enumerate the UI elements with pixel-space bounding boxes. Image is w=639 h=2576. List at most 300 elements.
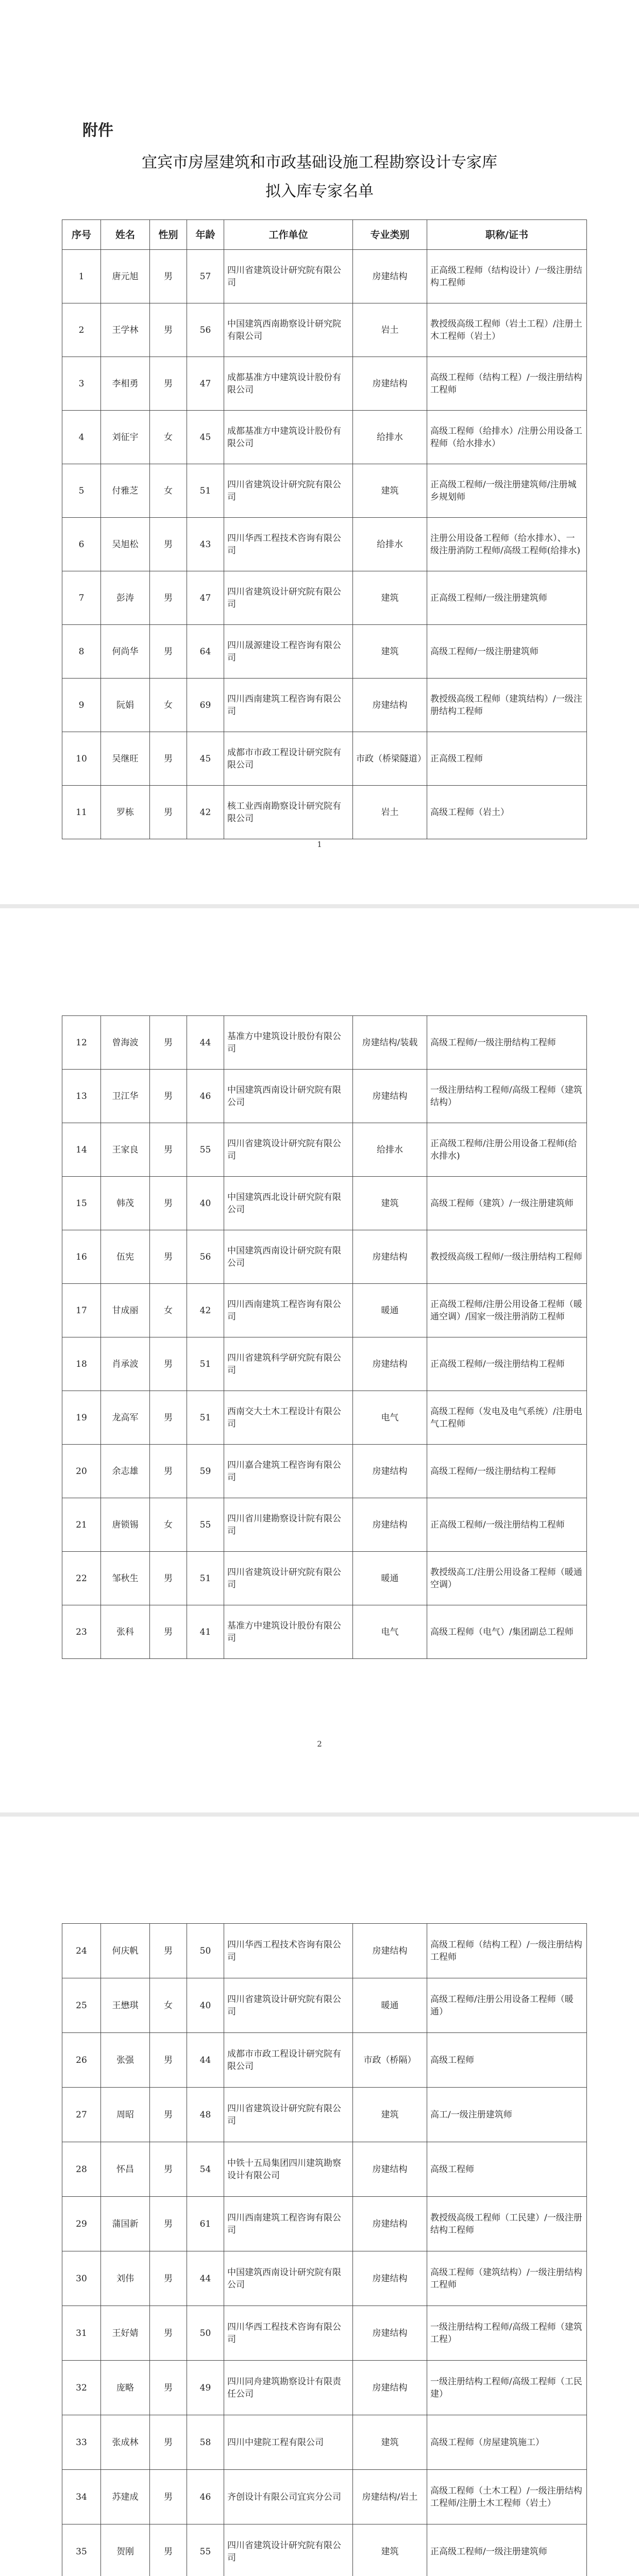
table-row <box>62 2524 587 2576</box>
cell-name: 罗栋 <box>101 786 150 839</box>
cell-index: 1 <box>62 250 101 303</box>
header-title-certificate: 职称/证书 <box>427 220 587 250</box>
cell-gender: 男 <box>150 625 187 679</box>
table-row <box>62 250 587 303</box>
expert-table-page-3 <box>62 1923 587 2576</box>
cell-index: 33 <box>62 2415 101 2470</box>
cell-age: 50 <box>187 2306 224 2361</box>
cell-age: 40 <box>187 1978 224 2033</box>
cell-employer: 中铁十五局集团四川建筑勘察设计有限公司 <box>224 2142 353 2197</box>
cell-title-certificate: 教授级高工/注册公用设备工程师（暖通空调） <box>427 1552 587 1605</box>
document-title: 宜宾市房屋建筑和市政基础设施工程勘察设计专家库 <box>142 154 497 172</box>
cell-name: 张科 <box>101 1605 150 1659</box>
cell-employer: 四川晟源建设工程咨询有限公司 <box>224 625 353 679</box>
cell-name: 唐元旭 <box>101 250 150 303</box>
table-row <box>62 1337 587 1391</box>
cell-employer: 四川嘉合建筑工程咨询有限公司 <box>224 1445 353 1498</box>
table-row <box>62 518 587 571</box>
table-body <box>62 250 587 839</box>
cell-gender: 女 <box>150 464 187 518</box>
cell-index: 34 <box>62 2470 101 2524</box>
page-2 <box>0 908 639 1812</box>
cell-index: 15 <box>62 1177 101 1230</box>
cell-index: 7 <box>62 571 101 625</box>
header-specialty: 专业类别 <box>353 220 427 250</box>
cell-specialty: 给排水 <box>353 411 427 464</box>
cell-gender: 男 <box>150 1123 187 1177</box>
table-row <box>62 1978 587 2033</box>
cell-employer: 成都市市政工程设计研究院有限公司 <box>224 732 353 786</box>
table-row <box>62 464 587 518</box>
cell-title-certificate: 高级工程师（房屋建筑施工） <box>427 2415 587 2470</box>
cell-title-certificate: 正高级工程师（结构设计）/一级注册结构工程师 <box>427 250 587 303</box>
cell-title-certificate: 高级工程师（土木工程）/一级注册结构工程师/注册土木工程师（岩土） <box>427 2470 587 2524</box>
cell-gender: 男 <box>150 1177 187 1230</box>
cell-specialty: 房建结构 <box>353 1070 427 1123</box>
cell-employer: 四川省建筑设计研究院有限公司 <box>224 1123 353 1177</box>
cell-employer: 成都基准方中建筑设计股份有限公司 <box>224 411 353 464</box>
table-row <box>62 2415 587 2470</box>
cell-title-certificate: 教授级高级工程师（工民建）/一级注册结构工程师 <box>427 2197 587 2251</box>
cell-age: 43 <box>187 518 224 571</box>
cell-specialty: 房建结构 <box>353 357 427 411</box>
cell-gender: 男 <box>150 518 187 571</box>
cell-age: 42 <box>187 786 224 839</box>
cell-age: 50 <box>187 1924 224 1978</box>
table-row <box>62 1016 587 1070</box>
cell-title-certificate: 正高级工程师/注册公用设备工程师（暖通空调）/国家一级注册消防工程师 <box>427 1284 587 1337</box>
table-row <box>62 1230 587 1284</box>
attachment-label: 附件 <box>82 122 113 140</box>
table-row <box>62 1391 587 1445</box>
table-body <box>62 1016 587 1659</box>
cell-employer: 四川省建筑科学研究院有限公司 <box>224 1337 353 1391</box>
cell-name: 王懋琪 <box>101 1978 150 2033</box>
cell-employer: 中国建筑西南设计研究院有限公司 <box>224 2251 353 2306</box>
cell-index: 2 <box>62 303 101 357</box>
cell-gender: 男 <box>150 1605 187 1659</box>
cell-age: 48 <box>187 2088 224 2142</box>
cell-index: 13 <box>62 1070 101 1123</box>
cell-specialty: 电气 <box>353 1605 427 1659</box>
cell-name: 张强 <box>101 2033 150 2088</box>
cell-specialty: 房建结构 <box>353 2306 427 2361</box>
cell-title-certificate: 正高级工程师 <box>427 732 587 786</box>
cell-age: 45 <box>187 732 224 786</box>
table-header-row <box>62 220 587 250</box>
cell-specialty: 房建结构 <box>353 679 427 732</box>
cell-employer: 中国建筑西北设计研究院有限公司 <box>224 1177 353 1230</box>
cell-age: 54 <box>187 2142 224 2197</box>
cell-title-certificate: 高级工程师 <box>427 2033 587 2088</box>
cell-title-certificate: 教授级高级工程师/一级注册结构工程师 <box>427 1230 587 1284</box>
table-row <box>62 1177 587 1230</box>
cell-employer: 四川华西工程技术咨询有限公司 <box>224 1924 353 1978</box>
cell-name: 吴继旺 <box>101 732 150 786</box>
cell-title-certificate: 高级工程师（结构工程）/一级注册结构工程师 <box>427 1924 587 1978</box>
cell-gender: 女 <box>150 1284 187 1337</box>
cell-name: 唐锁锡 <box>101 1498 150 1552</box>
cell-age: 46 <box>187 2470 224 2524</box>
header-employer: 工作单位 <box>224 220 353 250</box>
table-row <box>62 2306 587 2361</box>
cell-employer: 基准方中建筑设计股份有限公司 <box>224 1016 353 1070</box>
table-row <box>62 303 587 357</box>
cell-specialty: 房建结构 <box>353 250 427 303</box>
cell-specialty: 暖通 <box>353 1978 427 2033</box>
cell-gender: 女 <box>150 1498 187 1552</box>
cell-age: 49 <box>187 2361 224 2415</box>
cell-age: 61 <box>187 2197 224 2251</box>
cell-age: 44 <box>187 2251 224 2306</box>
cell-employer: 四川省建筑设计研究院有限公司 <box>224 1552 353 1605</box>
cell-index: 30 <box>62 2251 101 2306</box>
cell-employer: 中国建筑西南设计研究院有限公司 <box>224 1230 353 1284</box>
cell-employer: 齐创设计有限公司宜宾分公司 <box>224 2470 353 2524</box>
cell-index: 12 <box>62 1016 101 1070</box>
cell-name: 肖承波 <box>101 1337 150 1391</box>
cell-gender: 男 <box>150 2524 187 2576</box>
expert-table-page-2 <box>62 1015 587 1659</box>
cell-employer: 四川省建筑设计研究院有限公司 <box>224 464 353 518</box>
cell-title-certificate: 正高级工程师/一级注册建筑师 <box>427 2524 587 2576</box>
cell-specialty: 房建结构 <box>353 1230 427 1284</box>
cell-gender: 男 <box>150 786 187 839</box>
cell-gender: 男 <box>150 1337 187 1391</box>
table-row <box>62 1070 587 1123</box>
cell-title-certificate: 注册公用设备工程师（给水排水）、一级注册消防工程师/高级工程师(给排水) <box>427 518 587 571</box>
cell-name: 蒲国新 <box>101 2197 150 2251</box>
cell-title-certificate: 高级工程师（岩土） <box>427 786 587 839</box>
cell-index: 20 <box>62 1445 101 1498</box>
table-row <box>62 1498 587 1552</box>
cell-name: 王家良 <box>101 1123 150 1177</box>
table-row <box>62 571 587 625</box>
cell-gender: 男 <box>150 1070 187 1123</box>
cell-specialty: 房建结构 <box>353 1924 427 1978</box>
cell-index: 24 <box>62 1924 101 1978</box>
cell-age: 55 <box>187 1123 224 1177</box>
cell-title-certificate: 正高级工程师/一级注册建筑师/注册城乡规划师 <box>427 464 587 518</box>
cell-employer: 四川省建筑设计研究院有限公司 <box>224 571 353 625</box>
cell-title-certificate: 高级工程师（电气）/集团副总工程师 <box>427 1605 587 1659</box>
cell-employer: 核工业西南勘察设计研究院有限公司 <box>224 786 353 839</box>
cell-name: 阮娟 <box>101 679 150 732</box>
cell-age: 58 <box>187 2415 224 2470</box>
cell-gender: 男 <box>150 1552 187 1605</box>
cell-index: 10 <box>62 732 101 786</box>
cell-specialty: 市政（桥梁隧道） <box>353 732 427 786</box>
cell-gender: 男 <box>150 2470 187 2524</box>
cell-name: 王好婧 <box>101 2306 150 2361</box>
cell-index: 9 <box>62 679 101 732</box>
cell-specialty: 房建结构 <box>353 2142 427 2197</box>
cell-index: 17 <box>62 1284 101 1337</box>
cell-title-certificate: 教授级高级工程师（岩土工程）/注册土木工程师（岩土） <box>427 303 587 357</box>
cell-name: 吴旭松 <box>101 518 150 571</box>
cell-age: 56 <box>187 1230 224 1284</box>
cell-title-certificate: 高工/一级注册建筑师 <box>427 2088 587 2142</box>
cell-name: 付雅芝 <box>101 464 150 518</box>
cell-gender: 男 <box>150 1016 187 1070</box>
cell-index: 4 <box>62 411 101 464</box>
cell-specialty: 岩土 <box>353 786 427 839</box>
table-row <box>62 1284 587 1337</box>
cell-name: 何尚华 <box>101 625 150 679</box>
cell-employer: 西南交大土木工程设计有限公司 <box>224 1391 353 1445</box>
cell-name: 张成林 <box>101 2415 150 2470</box>
cell-index: 3 <box>62 357 101 411</box>
cell-employer: 四川省建筑设计研究院有限公司 <box>224 250 353 303</box>
cell-index: 14 <box>62 1123 101 1177</box>
cell-specialty: 建筑 <box>353 2415 427 2470</box>
cell-name: 龙高军 <box>101 1391 150 1445</box>
cell-gender: 男 <box>150 2033 187 2088</box>
cell-gender: 男 <box>150 1924 187 1978</box>
cell-title-certificate: 一级注册结构工程师/高级工程师（工民建） <box>427 2361 587 2415</box>
cell-index: 22 <box>62 1552 101 1605</box>
cell-name: 贺刚 <box>101 2524 150 2576</box>
cell-gender: 女 <box>150 679 187 732</box>
table-row <box>62 1605 587 1659</box>
cell-specialty: 房建结构/岩土 <box>353 2470 427 2524</box>
table-row <box>62 1924 587 1978</box>
cell-employer: 成都市市政工程设计研究院有限公司 <box>224 2033 353 2088</box>
cell-title-certificate: 高级工程师/一级注册建筑师 <box>427 625 587 679</box>
table-row <box>62 2033 587 2088</box>
cell-name: 怀昌 <box>101 2142 150 2197</box>
cell-employer: 成都基准方中建筑设计股份有限公司 <box>224 357 353 411</box>
cell-index: 16 <box>62 1230 101 1284</box>
cell-name: 韩茂 <box>101 1177 150 1230</box>
cell-age: 51 <box>187 1552 224 1605</box>
cell-name: 李相勇 <box>101 357 150 411</box>
cell-specialty: 市政（桥隔） <box>353 2033 427 2088</box>
cell-name: 伍宪 <box>101 1230 150 1284</box>
cell-employer: 中国建筑西南勘察设计研究院有限公司 <box>224 303 353 357</box>
cell-employer: 四川西南建筑工程咨询有限公司 <box>224 679 353 732</box>
cell-specialty: 暖通 <box>353 1552 427 1605</box>
table-row <box>62 2470 587 2524</box>
cell-name: 苏建成 <box>101 2470 150 2524</box>
cell-employer: 四川省建筑设计研究院有限公司 <box>224 2088 353 2142</box>
cell-employer: 四川省建筑设计研究院有限公司 <box>224 1978 353 2033</box>
cell-index: 18 <box>62 1337 101 1391</box>
cell-index: 23 <box>62 1605 101 1659</box>
cell-age: 40 <box>187 1177 224 1230</box>
cell-gender: 男 <box>150 2415 187 2470</box>
cell-gender: 男 <box>150 2088 187 2142</box>
cell-title-certificate: 高级工程师/一级注册结构工程师 <box>427 1016 587 1070</box>
cell-name: 刘征宇 <box>101 411 150 464</box>
table-row <box>62 679 587 732</box>
cell-age: 55 <box>187 1498 224 1552</box>
cell-title-certificate: 教授级高级工程师（建筑结构）/一级注册结构工程师 <box>427 679 587 732</box>
cell-employer: 中国建筑西南设计研究院有限公司 <box>224 1070 353 1123</box>
cell-index: 26 <box>62 2033 101 2088</box>
cell-name: 邹秋生 <box>101 1552 150 1605</box>
cell-name: 周昭 <box>101 2088 150 2142</box>
cell-title-certificate: 正高级工程师/一级注册建筑师 <box>427 571 587 625</box>
cell-specialty: 给排水 <box>353 518 427 571</box>
table-row <box>62 2142 587 2197</box>
cell-age: 64 <box>187 625 224 679</box>
cell-specialty: 房建结构 <box>353 2251 427 2306</box>
header-age: 年龄 <box>187 220 224 250</box>
cell-specialty: 建筑 <box>353 464 427 518</box>
page-number: 2 <box>317 1739 322 1749</box>
cell-gender: 男 <box>150 1230 187 1284</box>
cell-title-certificate: 高级工程师（发电及电气系统）/注册电气工程师 <box>427 1391 587 1445</box>
cell-index: 6 <box>62 518 101 571</box>
cell-specialty: 建筑 <box>353 1177 427 1230</box>
cell-name: 刘伟 <box>101 2251 150 2306</box>
table-row <box>62 1123 587 1177</box>
cell-age: 47 <box>187 357 224 411</box>
cell-gender: 男 <box>150 357 187 411</box>
cell-employer: 四川中建院工程有限公司 <box>224 2415 353 2470</box>
table-row <box>62 1552 587 1605</box>
cell-specialty: 房建结构/装载 <box>353 1016 427 1070</box>
cell-employer: 基准方中建筑设计股份有限公司 <box>224 1605 353 1659</box>
cell-title-certificate: 正高级工程师/注册公用设备工程师(给水排水) <box>427 1123 587 1177</box>
cell-title-certificate: 一级注册结构工程师/高级工程师（建筑工程） <box>427 2306 587 2361</box>
cell-index: 25 <box>62 1978 101 2033</box>
cell-name: 王学林 <box>101 303 150 357</box>
cell-specialty: 给排水 <box>353 1123 427 1177</box>
cell-name: 彭涛 <box>101 571 150 625</box>
cell-age: 45 <box>187 411 224 464</box>
table-row <box>62 2197 587 2251</box>
cell-gender: 男 <box>150 303 187 357</box>
cell-name: 何庆帆 <box>101 1924 150 1978</box>
page-1 <box>0 0 639 904</box>
cell-index: 11 <box>62 786 101 839</box>
header-index: 序号 <box>62 220 101 250</box>
cell-title-certificate: 高级工程师 <box>427 2142 587 2197</box>
cell-name: 甘成丽 <box>101 1284 150 1337</box>
cell-gender: 男 <box>150 250 187 303</box>
cell-specialty: 建筑 <box>353 625 427 679</box>
cell-index: 27 <box>62 2088 101 2142</box>
cell-index: 32 <box>62 2361 101 2415</box>
cell-age: 47 <box>187 571 224 625</box>
cell-index: 29 <box>62 2197 101 2251</box>
cell-age: 42 <box>187 1284 224 1337</box>
cell-name: 曾海波 <box>101 1016 150 1070</box>
cell-gender: 男 <box>150 1391 187 1445</box>
table-row <box>62 786 587 839</box>
cell-employer: 四川华西工程技术咨询有限公司 <box>224 518 353 571</box>
expert-table-page-1 <box>62 219 587 839</box>
cell-index: 31 <box>62 2306 101 2361</box>
cell-gender: 男 <box>150 1445 187 1498</box>
cell-specialty: 房建结构 <box>353 1445 427 1498</box>
cell-gender: 男 <box>150 732 187 786</box>
cell-index: 35 <box>62 2524 101 2576</box>
cell-specialty: 房建结构 <box>353 2197 427 2251</box>
cell-specialty: 建筑 <box>353 2088 427 2142</box>
page-number: 1 <box>317 840 322 849</box>
cell-index: 19 <box>62 1391 101 1445</box>
table-row <box>62 411 587 464</box>
cell-title-certificate: 正高级工程师/一级注册结构工程师 <box>427 1498 587 1552</box>
cell-title-certificate: 高级工程师（结构工程）/一级注册结构工程师 <box>427 357 587 411</box>
cell-gender: 女 <box>150 1978 187 2033</box>
cell-title-certificate: 一级注册结构工程师/高级工程师（建筑结构） <box>427 1070 587 1123</box>
cell-age: 69 <box>187 679 224 732</box>
table-row <box>62 732 587 786</box>
cell-specialty: 房建结构 <box>353 1498 427 1552</box>
cell-gender: 男 <box>150 2361 187 2415</box>
cell-specialty: 房建结构 <box>353 1337 427 1391</box>
cell-age: 46 <box>187 1070 224 1123</box>
cell-age: 57 <box>187 250 224 303</box>
cell-gender: 男 <box>150 2197 187 2251</box>
cell-name: 卫江华 <box>101 1070 150 1123</box>
table-row <box>62 2088 587 2142</box>
cell-index: 8 <box>62 625 101 679</box>
header-name: 姓名 <box>101 220 150 250</box>
cell-specialty: 电气 <box>353 1391 427 1445</box>
cell-gender: 男 <box>150 571 187 625</box>
header-gender: 性别 <box>150 220 187 250</box>
cell-employer: 四川西南建筑工程咨询有限公司 <box>224 1284 353 1337</box>
table-row <box>62 625 587 679</box>
cell-employer: 四川华西工程技术咨询有限公司 <box>224 2306 353 2361</box>
cell-age: 41 <box>187 1605 224 1659</box>
cell-employer: 四川省川建勘察设计院有限公司 <box>224 1498 353 1552</box>
cell-index: 28 <box>62 2142 101 2197</box>
cell-age: 44 <box>187 1016 224 1070</box>
table-row <box>62 357 587 411</box>
cell-index: 5 <box>62 464 101 518</box>
cell-age: 51 <box>187 1337 224 1391</box>
cell-age: 59 <box>187 1445 224 1498</box>
cell-age: 51 <box>187 464 224 518</box>
cell-employer: 四川同舟建筑勘察设计有限责任公司 <box>224 2361 353 2415</box>
cell-employer: 四川西南建筑工程咨询有限公司 <box>224 2197 353 2251</box>
cell-index: 21 <box>62 1498 101 1552</box>
table-body <box>62 1924 587 2576</box>
table-row <box>62 1445 587 1498</box>
document-subtitle: 拟入库专家名单 <box>265 182 374 200</box>
cell-gender: 男 <box>150 2251 187 2306</box>
cell-title-certificate: 高级工程师（建筑结构）/一级注册结构工程师 <box>427 2251 587 2306</box>
cell-age: 44 <box>187 2033 224 2088</box>
cell-title-certificate: 高级工程师/注册公用设备工程师（暖通） <box>427 1978 587 2033</box>
cell-gender: 男 <box>150 2142 187 2197</box>
cell-age: 55 <box>187 2524 224 2576</box>
cell-age: 56 <box>187 303 224 357</box>
cell-name: 庞略 <box>101 2361 150 2415</box>
cell-gender: 男 <box>150 2306 187 2361</box>
cell-employer: 四川省建筑设计研究院有限公司 <box>224 2524 353 2576</box>
cell-title-certificate: 高级工程师/一级注册结构工程师 <box>427 1445 587 1498</box>
page-3 <box>0 1817 639 2576</box>
cell-specialty: 岩土 <box>353 303 427 357</box>
table-row <box>62 2251 587 2306</box>
cell-gender: 女 <box>150 411 187 464</box>
cell-specialty: 建筑 <box>353 2524 427 2576</box>
table-row <box>62 2361 587 2415</box>
cell-title-certificate: 高级工程师（给排水）/注册公用设备工程师（给水排水） <box>427 411 587 464</box>
cell-specialty: 建筑 <box>353 571 427 625</box>
cell-specialty: 暖通 <box>353 1284 427 1337</box>
cell-specialty: 房建结构 <box>353 2361 427 2415</box>
cell-title-certificate: 高级工程师（建筑）/一级注册建筑师 <box>427 1177 587 1230</box>
cell-title-certificate: 正高级工程师/一级注册结构工程师 <box>427 1337 587 1391</box>
